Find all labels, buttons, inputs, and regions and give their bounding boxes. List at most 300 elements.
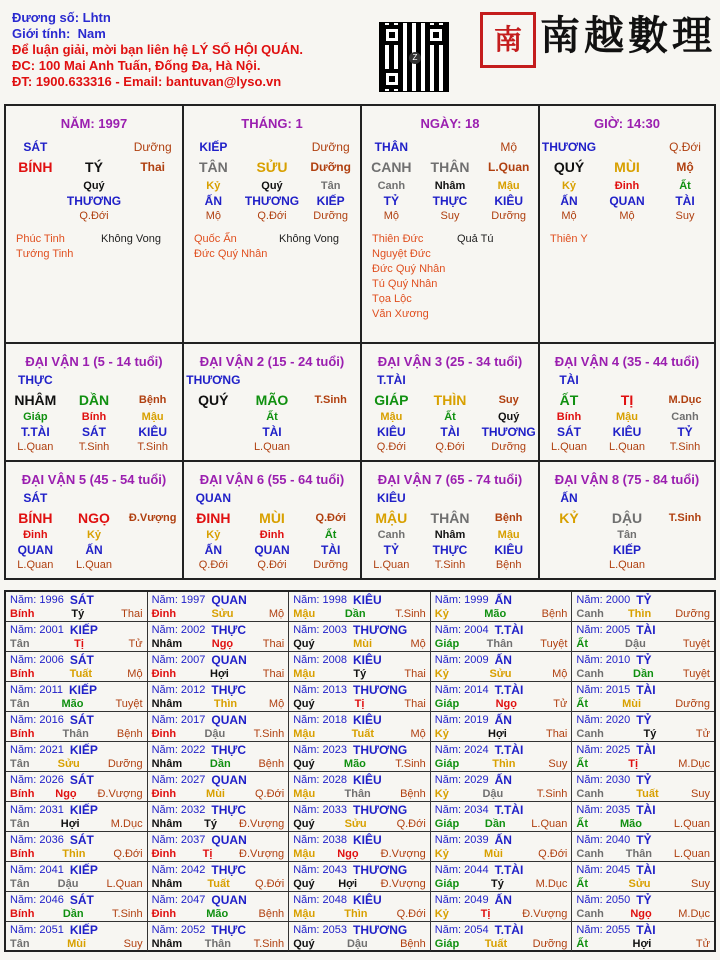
note-item: Quốc Ấn: [194, 233, 237, 245]
year-chi: Tý: [353, 668, 367, 680]
year-status: Q.Đới: [254, 878, 285, 890]
year-chi: Tý: [643, 728, 657, 740]
year-star: TỶ: [636, 833, 652, 847]
year-status: Tuyệt: [540, 638, 568, 650]
year-status: Thai: [262, 638, 285, 650]
year-cell: [572, 682, 714, 712]
year-head: [152, 773, 285, 787]
dai-van-chi: DẬU: [611, 510, 643, 526]
year-status: M.Dục: [678, 758, 710, 770]
hidden-star: THƯƠNG: [66, 194, 122, 208]
year-label: Năm: 2002: [151, 624, 206, 636]
year-can: Quý: [293, 758, 315, 770]
year-body: [435, 787, 568, 801]
year-star: TỶ: [636, 593, 652, 607]
year-body: [576, 847, 710, 861]
hidden-star: QUAN: [609, 194, 645, 208]
dai-van-star: SÁT: [23, 491, 48, 505]
dai-van-main-row: [6, 509, 182, 528]
hidden-status: Bệnh: [495, 559, 522, 571]
year-status: T.Sinh: [395, 608, 426, 620]
hidden-status: L.Quan: [373, 559, 410, 571]
hidden-star: [123, 194, 182, 209]
year-status: Thai: [262, 668, 285, 680]
year-label: Năm: 2015: [576, 684, 631, 696]
hidden-status: Dưỡng: [491, 441, 527, 453]
hidden-can: [540, 528, 598, 543]
hidden-star: [540, 543, 598, 558]
year-star: QUAN: [211, 893, 247, 907]
year-label: Năm: 2008: [293, 654, 347, 666]
gap: [301, 491, 360, 506]
year-body: [435, 847, 568, 861]
year-cell: [289, 742, 431, 772]
hidden-star: TÀI: [262, 425, 282, 439]
dai-van-hidden-status-row: [6, 558, 182, 572]
year-can: Bính: [10, 788, 35, 800]
year-can: Tân: [10, 938, 30, 950]
year-star: TÀI: [636, 803, 656, 817]
year-can: Nhâm: [151, 818, 183, 830]
pillar-hidden-row: [184, 179, 360, 194]
gap: [123, 491, 182, 506]
year-star: THỰC: [211, 923, 247, 937]
year-star: ẤN: [494, 773, 512, 787]
year-cell: [148, 892, 290, 922]
dai-van-status: Bệnh: [494, 512, 523, 524]
year-can: Đinh: [151, 848, 177, 860]
year-can: Đinh: [151, 908, 177, 920]
pillar-star-status: Q.Đới: [669, 140, 701, 154]
year-chi: Thìn: [62, 848, 86, 860]
note-item: Thiên Đức: [372, 233, 424, 245]
hidden-star: KIÊU: [494, 543, 523, 557]
year-star: T.TÀI: [494, 683, 524, 697]
year-body: [435, 697, 568, 711]
year-cell: [431, 622, 573, 652]
year-head: [10, 653, 143, 667]
dai-van-hidden-star-row: [184, 543, 360, 558]
year-head: [10, 803, 143, 817]
hidden-status: T.Sinh: [137, 441, 168, 453]
hidden-can: Mậu: [380, 411, 403, 423]
year-chi: Hợi: [338, 878, 358, 890]
dai-van-hidden-status-row: [540, 440, 714, 454]
year-status: Đ.Vượng: [380, 878, 426, 890]
year-can: Tân: [10, 698, 30, 710]
year-star: T.TÀI: [494, 743, 524, 757]
dai-van-star: THỰC: [18, 373, 53, 387]
year-head: [293, 923, 426, 937]
year-star: KIẾP: [69, 743, 98, 757]
year-cell: [289, 922, 431, 951]
year-body: [576, 907, 710, 921]
pillar-hidden-status-row: [6, 209, 182, 223]
dai-van-title: ĐẠI VẬN 8 (75 - 84 tuổi): [554, 472, 700, 487]
hidden-can: Bính: [81, 411, 107, 423]
hidden-can: Nhâm: [434, 529, 466, 541]
year-can: Kỷ: [434, 848, 449, 860]
year-body: [576, 667, 710, 681]
year-head: [10, 683, 143, 697]
year-body: [152, 637, 285, 651]
year-body: [152, 667, 285, 681]
year-can: Đinh: [151, 668, 177, 680]
year-cell: [6, 922, 148, 951]
pillar-star-row: [362, 140, 538, 155]
year-can: Tân: [10, 818, 30, 830]
year-cell: [289, 622, 431, 652]
year-head: [576, 803, 710, 817]
year-cell: [148, 922, 290, 951]
year-body: [293, 757, 426, 771]
year-chi: Sửu: [211, 608, 234, 620]
hidden-star: TỶ: [383, 194, 399, 208]
hidden-status: T.Sinh: [669, 441, 701, 453]
hidden-status: Q.Đới: [198, 559, 228, 571]
year-chi: Thân: [625, 848, 653, 860]
year-body: [10, 907, 143, 921]
year-can: Ất: [576, 758, 588, 770]
year-cell: [572, 742, 714, 772]
dai-van-star: T.TÀI: [376, 373, 406, 387]
hidden-can: Ất: [444, 411, 456, 423]
year-label: Năm: 2006: [10, 654, 64, 666]
year-cell: [6, 592, 148, 622]
year-cell: [148, 712, 290, 742]
dai-van-star-row: [6, 373, 182, 388]
year-cell: [6, 742, 148, 772]
year-can: Tân: [10, 638, 30, 650]
gap: [243, 491, 302, 506]
year-head: [10, 863, 143, 877]
pillar-chi: MÙI: [614, 159, 640, 175]
year-status: Thai: [121, 608, 143, 620]
dai-van-status: Q.Đới: [315, 512, 346, 524]
year-can: Quý: [293, 698, 315, 710]
year-star: KIẾP: [69, 803, 98, 817]
year-can: Tân: [10, 758, 30, 770]
year-status: Tuyệt: [682, 638, 710, 650]
year-star: THƯƠNG: [353, 683, 408, 697]
hidden-star: KIẾP: [316, 194, 345, 208]
year-chi: Thìn: [492, 758, 516, 770]
dai-van-hidden-status-row: [184, 558, 360, 572]
year-body: [152, 697, 285, 711]
year-chi: Dậu: [204, 728, 226, 740]
year-chi: Dần: [344, 608, 366, 620]
dai-van-hidden-status-row: [6, 440, 182, 454]
year-body: [576, 877, 710, 891]
owner-value: Lhtn: [82, 10, 111, 25]
pillar-hidden-status-row: [540, 209, 714, 223]
dai-van-chi: NGỌ: [78, 510, 110, 526]
year-head: [435, 593, 568, 607]
year-star: SÁT: [69, 653, 94, 667]
year-body: [293, 937, 426, 951]
year-cell: [572, 802, 714, 832]
dai-van-hidden-star-row: [6, 425, 182, 440]
hidden-can: [6, 179, 65, 194]
notes-b: [457, 232, 494, 247]
hidden-can: Mậu: [616, 411, 638, 423]
dai-van-hidden-row: [184, 528, 360, 543]
dai-van-cell: [540, 344, 714, 462]
year-cell: [431, 802, 573, 832]
year-head: [576, 743, 710, 757]
year-label: Năm: 2020: [576, 714, 631, 726]
year-body: [435, 727, 568, 741]
hidden-star: [301, 425, 360, 440]
year-status: L.Quan: [673, 818, 710, 830]
hidden-star: ẤN: [85, 543, 103, 557]
year-label: Năm: 2019: [434, 714, 489, 726]
dai-van-chi: DẦN: [78, 392, 110, 408]
gap: [421, 491, 480, 506]
year-head: [10, 713, 143, 727]
dai-van-status: Suy: [498, 394, 519, 406]
hidden-star: KIÊU: [138, 425, 167, 439]
pillar-hidden-star-row: [540, 194, 714, 209]
hidden-status: Q.Đới: [257, 210, 287, 222]
year-label: Năm: 2022: [151, 744, 206, 756]
dai-van-star-row: [362, 373, 538, 388]
year-body: [10, 637, 143, 651]
hidden-status: Q.Đới: [257, 559, 287, 571]
year-chi: Tuất: [484, 938, 508, 950]
year-cell: [431, 712, 573, 742]
gender-value: Nam: [77, 26, 106, 41]
hidden-star: [123, 543, 182, 558]
year-can: Canh: [576, 908, 604, 920]
year-status: L.Quan: [106, 878, 143, 890]
year-status: Q.Đới: [538, 848, 568, 860]
dai-van-main-row: [362, 391, 538, 410]
year-star: QUAN: [211, 593, 247, 607]
hidden-star: KIÊU: [612, 425, 642, 439]
year-cell: [572, 622, 714, 652]
dai-van-cell: [184, 344, 362, 462]
year-cell: [289, 682, 431, 712]
year-star: SÁT: [69, 893, 94, 907]
dai-van-cell: [6, 462, 184, 580]
year-head: [152, 803, 285, 817]
year-label: Năm: 2044: [434, 864, 489, 876]
year-can: Mậu: [293, 728, 316, 740]
year-body: [293, 667, 426, 681]
year-body: [435, 667, 568, 681]
year-chi: Ngọ: [495, 698, 517, 710]
dai-van-chi: TỊ: [620, 392, 634, 408]
year-status: Mộ: [552, 668, 568, 680]
year-body: [576, 607, 710, 621]
pillar-hidden-status-row: [362, 209, 538, 223]
year-label: Năm: 2009: [434, 654, 489, 666]
year-chi: Dậu: [57, 878, 79, 890]
year-chi: Mùi: [206, 788, 225, 800]
hidden-can: Canh: [377, 529, 406, 541]
year-can: Mậu: [293, 608, 316, 620]
year-chi: Mùi: [353, 638, 373, 650]
year-cell: [289, 892, 431, 922]
year-body: [293, 697, 426, 711]
pillar-chi: THÂN: [430, 159, 470, 175]
year-body: [435, 907, 568, 921]
year-body: [293, 637, 426, 651]
year-head: [576, 773, 710, 787]
hidden-status: Dưỡng: [313, 559, 349, 571]
dai-van-hidden-row: [184, 410, 360, 425]
dai-van-title: ĐẠI VẬN 6 (55 - 64 tuổi): [199, 472, 345, 487]
year-star: KIÊU: [353, 653, 382, 667]
pillar-hidden-star-row: [362, 194, 538, 209]
year-status: Đ.Vượng: [522, 908, 568, 920]
year-chi: Mùi: [484, 848, 503, 860]
year-chi: Thân: [486, 638, 513, 650]
year-label: Năm: 2025: [576, 744, 631, 756]
year-star: THƯƠNG: [353, 623, 408, 637]
note-item: Tướng Tinh: [16, 248, 74, 260]
year-star: T.TÀI: [494, 623, 524, 637]
year-label: Năm: 2023: [293, 744, 347, 756]
year-can: Quý: [293, 878, 315, 890]
pillar-chi: TÝ: [85, 159, 103, 175]
year-star: T.TÀI: [494, 803, 524, 817]
year-status: Q.Đới: [113, 848, 143, 860]
year-star: ẤN: [494, 833, 512, 847]
year-label: Năm: 2001: [10, 624, 64, 636]
year-can: Kỷ: [434, 908, 449, 920]
year-head: [293, 893, 426, 907]
dai-van-star: QUAN: [195, 491, 231, 505]
year-label: Năm: 2038: [293, 834, 347, 846]
year-can: Bính: [10, 668, 35, 680]
year-status: M.Dục: [678, 908, 710, 920]
dai-van-can: NHÂM: [14, 392, 57, 408]
note-item: Nguyệt Đức: [372, 248, 431, 260]
pillar-cell: [184, 106, 362, 344]
year-head: [293, 743, 426, 757]
year-status: Bệnh: [400, 788, 426, 800]
year-label: Năm: 2035: [576, 804, 631, 816]
year-head: [435, 623, 568, 637]
year-cell: [6, 862, 148, 892]
year-status: Tử: [553, 698, 568, 710]
year-status: Mộ: [410, 728, 426, 740]
year-head: [576, 623, 710, 637]
brand-logo: 南越數理: [540, 12, 716, 59]
year-cell: [431, 862, 573, 892]
year-label: Năm: 2032: [151, 804, 206, 816]
hidden-status: L.Quan: [608, 441, 646, 453]
year-star: ẤN: [494, 893, 512, 907]
year-can: Mậu: [293, 848, 316, 860]
year-body: [152, 847, 285, 861]
pillar-status: L.Quan: [487, 160, 530, 174]
dai-van-cell: [362, 344, 540, 462]
year-status: Suy: [123, 938, 143, 950]
year-cell: [289, 592, 431, 622]
hidden-can: Đinh: [614, 180, 640, 192]
year-status: L.Quan: [531, 818, 568, 830]
dai-van-main-row: [184, 391, 360, 410]
year-can: Nhâm: [151, 758, 183, 770]
hidden-status: T.Sinh: [78, 441, 110, 453]
hidden-can: [656, 528, 714, 543]
year-label: Năm: 2003: [293, 624, 347, 636]
year-label: Năm: 2005: [576, 624, 631, 636]
year-chi: Hợi: [488, 728, 507, 740]
hidden-status: L.Quan: [608, 559, 646, 571]
year-can: Quý: [293, 638, 315, 650]
year-cell: [6, 712, 148, 742]
year-star: KIÊU: [353, 593, 382, 607]
dai-van-title: ĐẠI VẬN 3 (25 - 34 tuổi): [377, 354, 523, 369]
gap: [421, 373, 480, 388]
notes-a: [550, 232, 588, 247]
hidden-status: [123, 209, 182, 223]
year-status: M.Dục: [535, 878, 568, 890]
year-chi: Hợi: [210, 668, 229, 680]
year-chi: Tị: [74, 638, 84, 650]
year-chi: Dần: [62, 908, 84, 920]
year-can: Nhâm: [151, 938, 183, 950]
year-status: Đ.Vượng: [97, 788, 143, 800]
year-status: Suy: [691, 878, 710, 890]
year-head: [152, 593, 285, 607]
year-cell: [6, 622, 148, 652]
pillar-status: Mộ: [676, 160, 694, 174]
year-head: [576, 863, 710, 877]
year-cell: [148, 742, 290, 772]
year-chi: Dần: [209, 758, 231, 770]
year-status: Q.Đới: [396, 818, 426, 830]
year-chi: Thân: [344, 788, 371, 800]
hidden-status: Mộ: [561, 210, 577, 222]
hidden-status: Q.Đới: [79, 210, 109, 222]
dai-van-main-row: [540, 509, 714, 528]
dai-van-hidden-star-row: [540, 543, 714, 558]
year-label: Năm: 2011: [10, 684, 63, 696]
year-can: Giáp: [434, 698, 460, 710]
dai-van-star-row: [6, 491, 182, 506]
year-body: [10, 667, 143, 681]
year-body: [152, 757, 285, 771]
year-status: Bệnh: [541, 608, 568, 620]
dai-van-main-row: [362, 509, 538, 528]
pillar-star: KIẾP: [199, 140, 228, 154]
year-head: [293, 833, 426, 847]
year-head: [10, 593, 143, 607]
year-can: Ất: [576, 818, 588, 830]
year-chi: Thân: [204, 938, 232, 950]
hidden-star: T.TÀI: [20, 425, 50, 439]
year-label: Năm: 2014: [434, 684, 489, 696]
dai-van-cell: [362, 462, 540, 580]
year-status: Tử: [128, 638, 143, 650]
hidden-star: KIẾP: [612, 543, 641, 557]
year-star: SÁT: [69, 833, 94, 847]
year-head: [576, 683, 710, 697]
dai-van-chi: MÃO: [255, 392, 289, 408]
hidden-star: QUAN: [254, 543, 290, 557]
gap: [479, 373, 538, 388]
pillar-star-row: [6, 140, 182, 155]
year-label: Năm: 2012: [151, 684, 206, 696]
year-cell: [148, 592, 290, 622]
year-body: [435, 607, 568, 621]
year-cell: [289, 652, 431, 682]
